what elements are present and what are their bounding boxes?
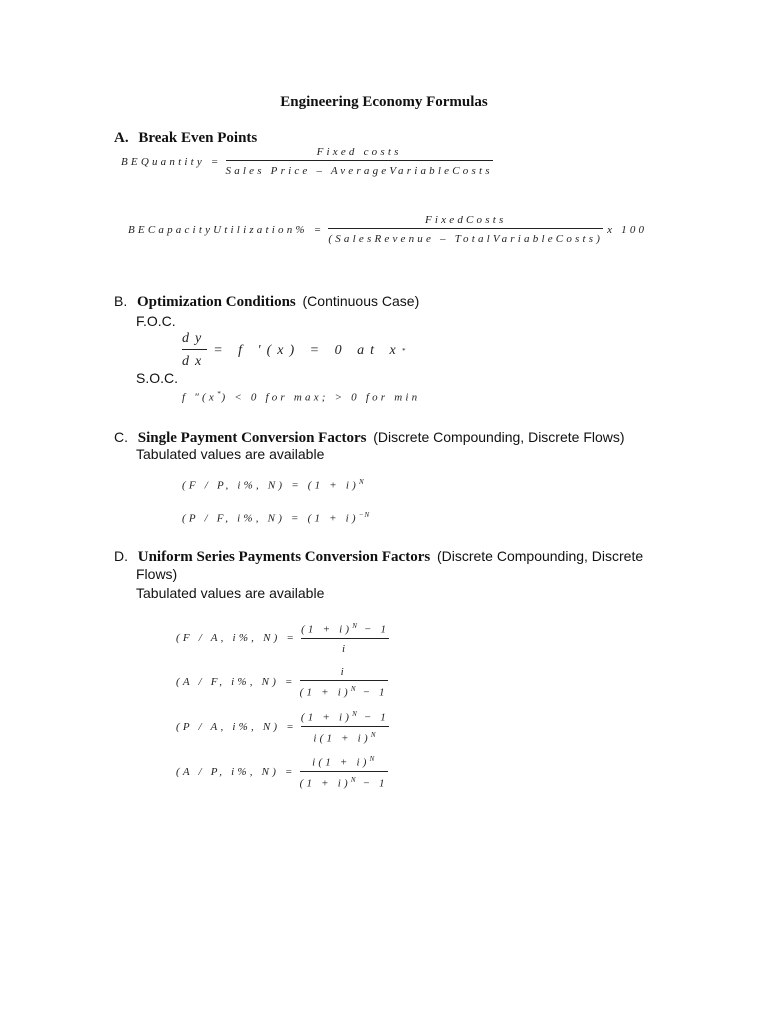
soc-superscript: *: [216, 390, 222, 398]
soc-label: S.O.C.: [136, 370, 179, 386]
fp-lhs: (F / P, i%, N) = (1 + i): [182, 479, 359, 492]
section-c-heading: Single Payment Conversion Factors: [137, 430, 367, 446]
section-b-marker: B.: [114, 293, 128, 309]
pa-formula: [176, 710, 389, 744]
foc-superscript: *: [401, 346, 407, 355]
soc-formula: [182, 390, 420, 404]
pf-lhs: (P / F, i%, N) = (1 + i): [182, 512, 359, 525]
derivative-numerator: dy: [182, 331, 208, 346]
section-b-heading: Optimization Conditions: [136, 294, 296, 310]
fp-formula: [182, 478, 365, 492]
section-c-marker: C.: [114, 429, 128, 445]
section-c-qualifier: (Discrete Compounding, Discrete Flows): [373, 429, 625, 445]
section-d-qualifier-line2: Flows): [136, 566, 178, 582]
be-capacity-fraction: [328, 214, 603, 245]
af-fraction: [300, 666, 388, 699]
be-quantity-numerator: Fixed costs: [316, 146, 402, 158]
break-even-capacity-formula: [128, 214, 647, 245]
section-a-header: [114, 130, 257, 147]
section-c-note: Tabulated values are available: [136, 446, 325, 462]
af-lhs: (A / F, i%, N) =: [176, 676, 296, 689]
ap-num-pre: i(1 + i): [312, 756, 370, 769]
fa-num-pre: (1 + i): [301, 623, 353, 636]
section-b-qualifier: (Continuous Case): [302, 293, 420, 309]
pa-lhs: (P / A, i%, N) =: [176, 721, 297, 734]
af-formula: [176, 666, 388, 699]
section-c-header: [114, 429, 625, 447]
be-quantity-fraction: [226, 146, 493, 177]
be-capacity-lhs: BECapacityUtilization% =: [128, 223, 325, 236]
af-num-pre: i: [340, 666, 347, 678]
pf-exponent: −N: [358, 511, 371, 519]
pa-den-exponent: N: [370, 730, 377, 739]
af-den-pre: (1 + i): [299, 686, 351, 699]
ap-den-post: − 1: [356, 777, 388, 790]
be-capacity-numerator: FixedCosts: [424, 214, 507, 226]
ap-num-exponent: N: [369, 755, 376, 763]
pa-num-exponent: N: [352, 710, 358, 718]
document-title: Engineering Economy Formulas: [280, 94, 488, 110]
break-even-quantity-formula: [121, 146, 493, 177]
foc-formula: [182, 331, 406, 370]
fa-den-pre: i: [341, 642, 349, 655]
section-d-header: [114, 548, 654, 566]
ap-fraction: [300, 755, 388, 789]
section-d-heading: Uniform Series Payments Conversion Factors: [137, 549, 431, 565]
be-capacity-multiplier: x 100: [607, 223, 648, 236]
ap-lhs: (A / P, i%, N) =: [176, 766, 296, 779]
section-d-qualifier-line1: (Discrete Compounding, Discrete: [436, 548, 644, 564]
section-b-header: [114, 293, 419, 311]
pa-num-post: − 1: [357, 711, 389, 724]
section-d-note: Tabulated values are available: [136, 585, 325, 601]
fa-fraction: [301, 622, 389, 655]
pa-den-pre: i(1 + i): [313, 732, 371, 745]
fp-exponent: N: [359, 478, 365, 486]
fa-formula: [176, 622, 389, 655]
be-capacity-denominator: (SalesRevenue – TotalVariableCosts): [328, 233, 604, 245]
pf-formula: [182, 511, 370, 525]
section-d-marker: D.: [114, 548, 128, 564]
be-quantity-denominator: Sales Price – AverageVariableCosts: [225, 165, 493, 177]
af-den-post: − 1: [356, 686, 388, 699]
ap-formula: [176, 755, 388, 789]
section-a-heading: Break Even Points: [138, 130, 258, 146]
ap-den-exponent: N: [350, 775, 357, 784]
soc-post: ) < 0 for max; > 0 for min: [221, 391, 421, 404]
derivative-denominator: dx: [182, 354, 208, 369]
be-quantity-lhs: BEQuantity =: [121, 155, 222, 168]
soc-pre: f ″(x: [182, 391, 217, 404]
foc-label: F.O.C.: [136, 313, 176, 329]
foc-rhs: = f ′(x) = 0 at x: [213, 342, 402, 358]
section-a-marker: A.: [114, 130, 129, 146]
derivative-fraction: [182, 331, 207, 370]
fa-num-post: − 1: [357, 623, 390, 636]
fa-lhs: (F / A, i%, N) =: [176, 632, 298, 645]
fa-num-exponent: N: [352, 622, 358, 630]
af-den-exponent: N: [350, 685, 357, 693]
pa-num-pre: (1 + i): [300, 711, 353, 724]
pa-fraction: [301, 710, 389, 744]
ap-den-pre: (1 + i): [299, 777, 351, 790]
